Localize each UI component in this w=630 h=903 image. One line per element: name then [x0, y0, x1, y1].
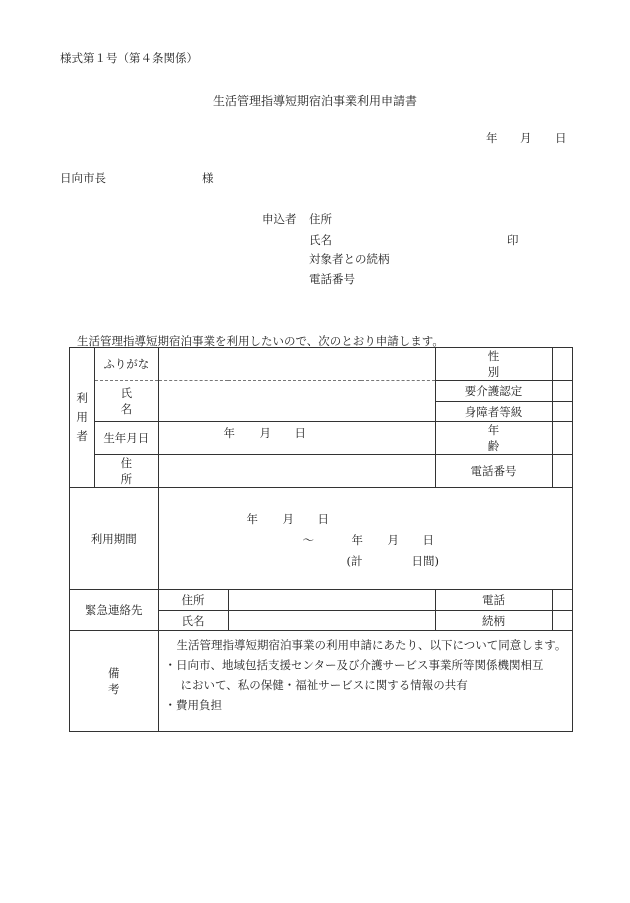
birth-month-label: 月: [259, 426, 271, 440]
emergency-phone-label: 電話: [435, 590, 552, 611]
date-day-label: 日: [555, 131, 567, 145]
period-total-close: 日間): [411, 553, 439, 568]
user-group-char: 用: [76, 410, 88, 424]
emergency-address-field[interactable]: [228, 590, 435, 611]
disability-grade-label: 身障者等級: [435, 402, 552, 422]
remarks-bullet-info-sharing-cont: において、私の保健・福祉サービスに関する情報の共有: [180, 678, 468, 692]
applicant-name-label: 氏名: [309, 233, 332, 247]
period-tilde: ～: [302, 532, 314, 547]
applicant-label: 申込者: [262, 212, 297, 226]
request-statement: 生活管理指導短期宿泊事業を利用したいので、次のとおり申請します。: [77, 334, 444, 348]
phone-label: 電話番号: [435, 455, 552, 488]
disability-grade-field[interactable]: [552, 402, 573, 422]
document-title: 生活管理指導短期宿泊事業利用申請書: [212, 94, 417, 108]
seal-mark: 印: [507, 233, 519, 247]
birth-year-label: 年: [223, 426, 235, 440]
period-label: 利用期間: [70, 488, 159, 590]
period-end-year: 年: [351, 532, 363, 547]
care-level-field[interactable]: [552, 381, 573, 402]
user-group-char: 者: [76, 429, 88, 443]
birth-day-label: 日: [294, 426, 306, 440]
applicant-address-label: 住所: [309, 212, 332, 226]
period-end-day: 日: [422, 532, 434, 547]
furigana-field[interactable]: [158, 348, 435, 381]
addressee: 日向市長: [60, 171, 106, 185]
birthdate-label: 生年月日: [95, 422, 158, 455]
applicant-phone-label: 電話番号: [309, 272, 355, 286]
emergency-relationship-field[interactable]: [552, 611, 573, 631]
age-label: 年齢: [435, 422, 552, 455]
addressee-honorific: 様: [202, 171, 214, 185]
remarks-intro: 生活管理指導短期宿泊事業の利用申請にあたり、以下について同意します。: [176, 638, 567, 652]
application-table: [69, 347, 573, 732]
period-field[interactable]: [158, 488, 573, 590]
remarks-content: [158, 631, 573, 732]
address-label: 住所: [95, 455, 158, 488]
emergency-name-label: 氏名: [158, 611, 228, 631]
furigana-label: ふりがな: [95, 348, 158, 381]
age-field[interactable]: [552, 422, 573, 455]
phone-field[interactable]: [552, 455, 573, 488]
applicant-relationship-label: 対象者との続柄: [309, 252, 390, 266]
emergency-contact-label: 緊急連絡先: [70, 590, 159, 631]
user-group-label: [70, 348, 95, 488]
period-start-month: 月: [282, 511, 294, 526]
date-month-label: 月: [520, 131, 532, 145]
period-start-year: 年: [246, 511, 258, 526]
period-start-day: 日: [317, 511, 329, 526]
period-end-month: 月: [387, 532, 399, 547]
form-number: 様式第１号（第４条関係）: [60, 51, 198, 65]
emergency-phone-field[interactable]: [552, 590, 573, 611]
gender-field[interactable]: [552, 348, 573, 381]
remarks-bullet-cost: ・費用負担: [164, 698, 222, 712]
remarks-label: 備考: [70, 631, 159, 732]
period-total-open: (計: [346, 553, 363, 568]
emergency-relationship-label: 続柄: [435, 611, 552, 631]
name-field[interactable]: [158, 381, 435, 422]
user-group-char: 利: [76, 391, 88, 405]
care-level-label: 要介護認定: [435, 381, 552, 402]
name-label: 氏名: [95, 381, 158, 422]
date-year-label: 年: [486, 131, 498, 145]
remarks-bullet-info-sharing: ・日向市、地域包括支援センター及び介護サービス事業所等関係機関相互: [164, 658, 544, 672]
gender-label: 性別: [435, 348, 552, 381]
address-field[interactable]: [158, 455, 435, 488]
birthdate-field[interactable]: [158, 422, 435, 455]
emergency-address-label: 住所: [158, 590, 228, 611]
emergency-name-field[interactable]: [228, 611, 435, 631]
